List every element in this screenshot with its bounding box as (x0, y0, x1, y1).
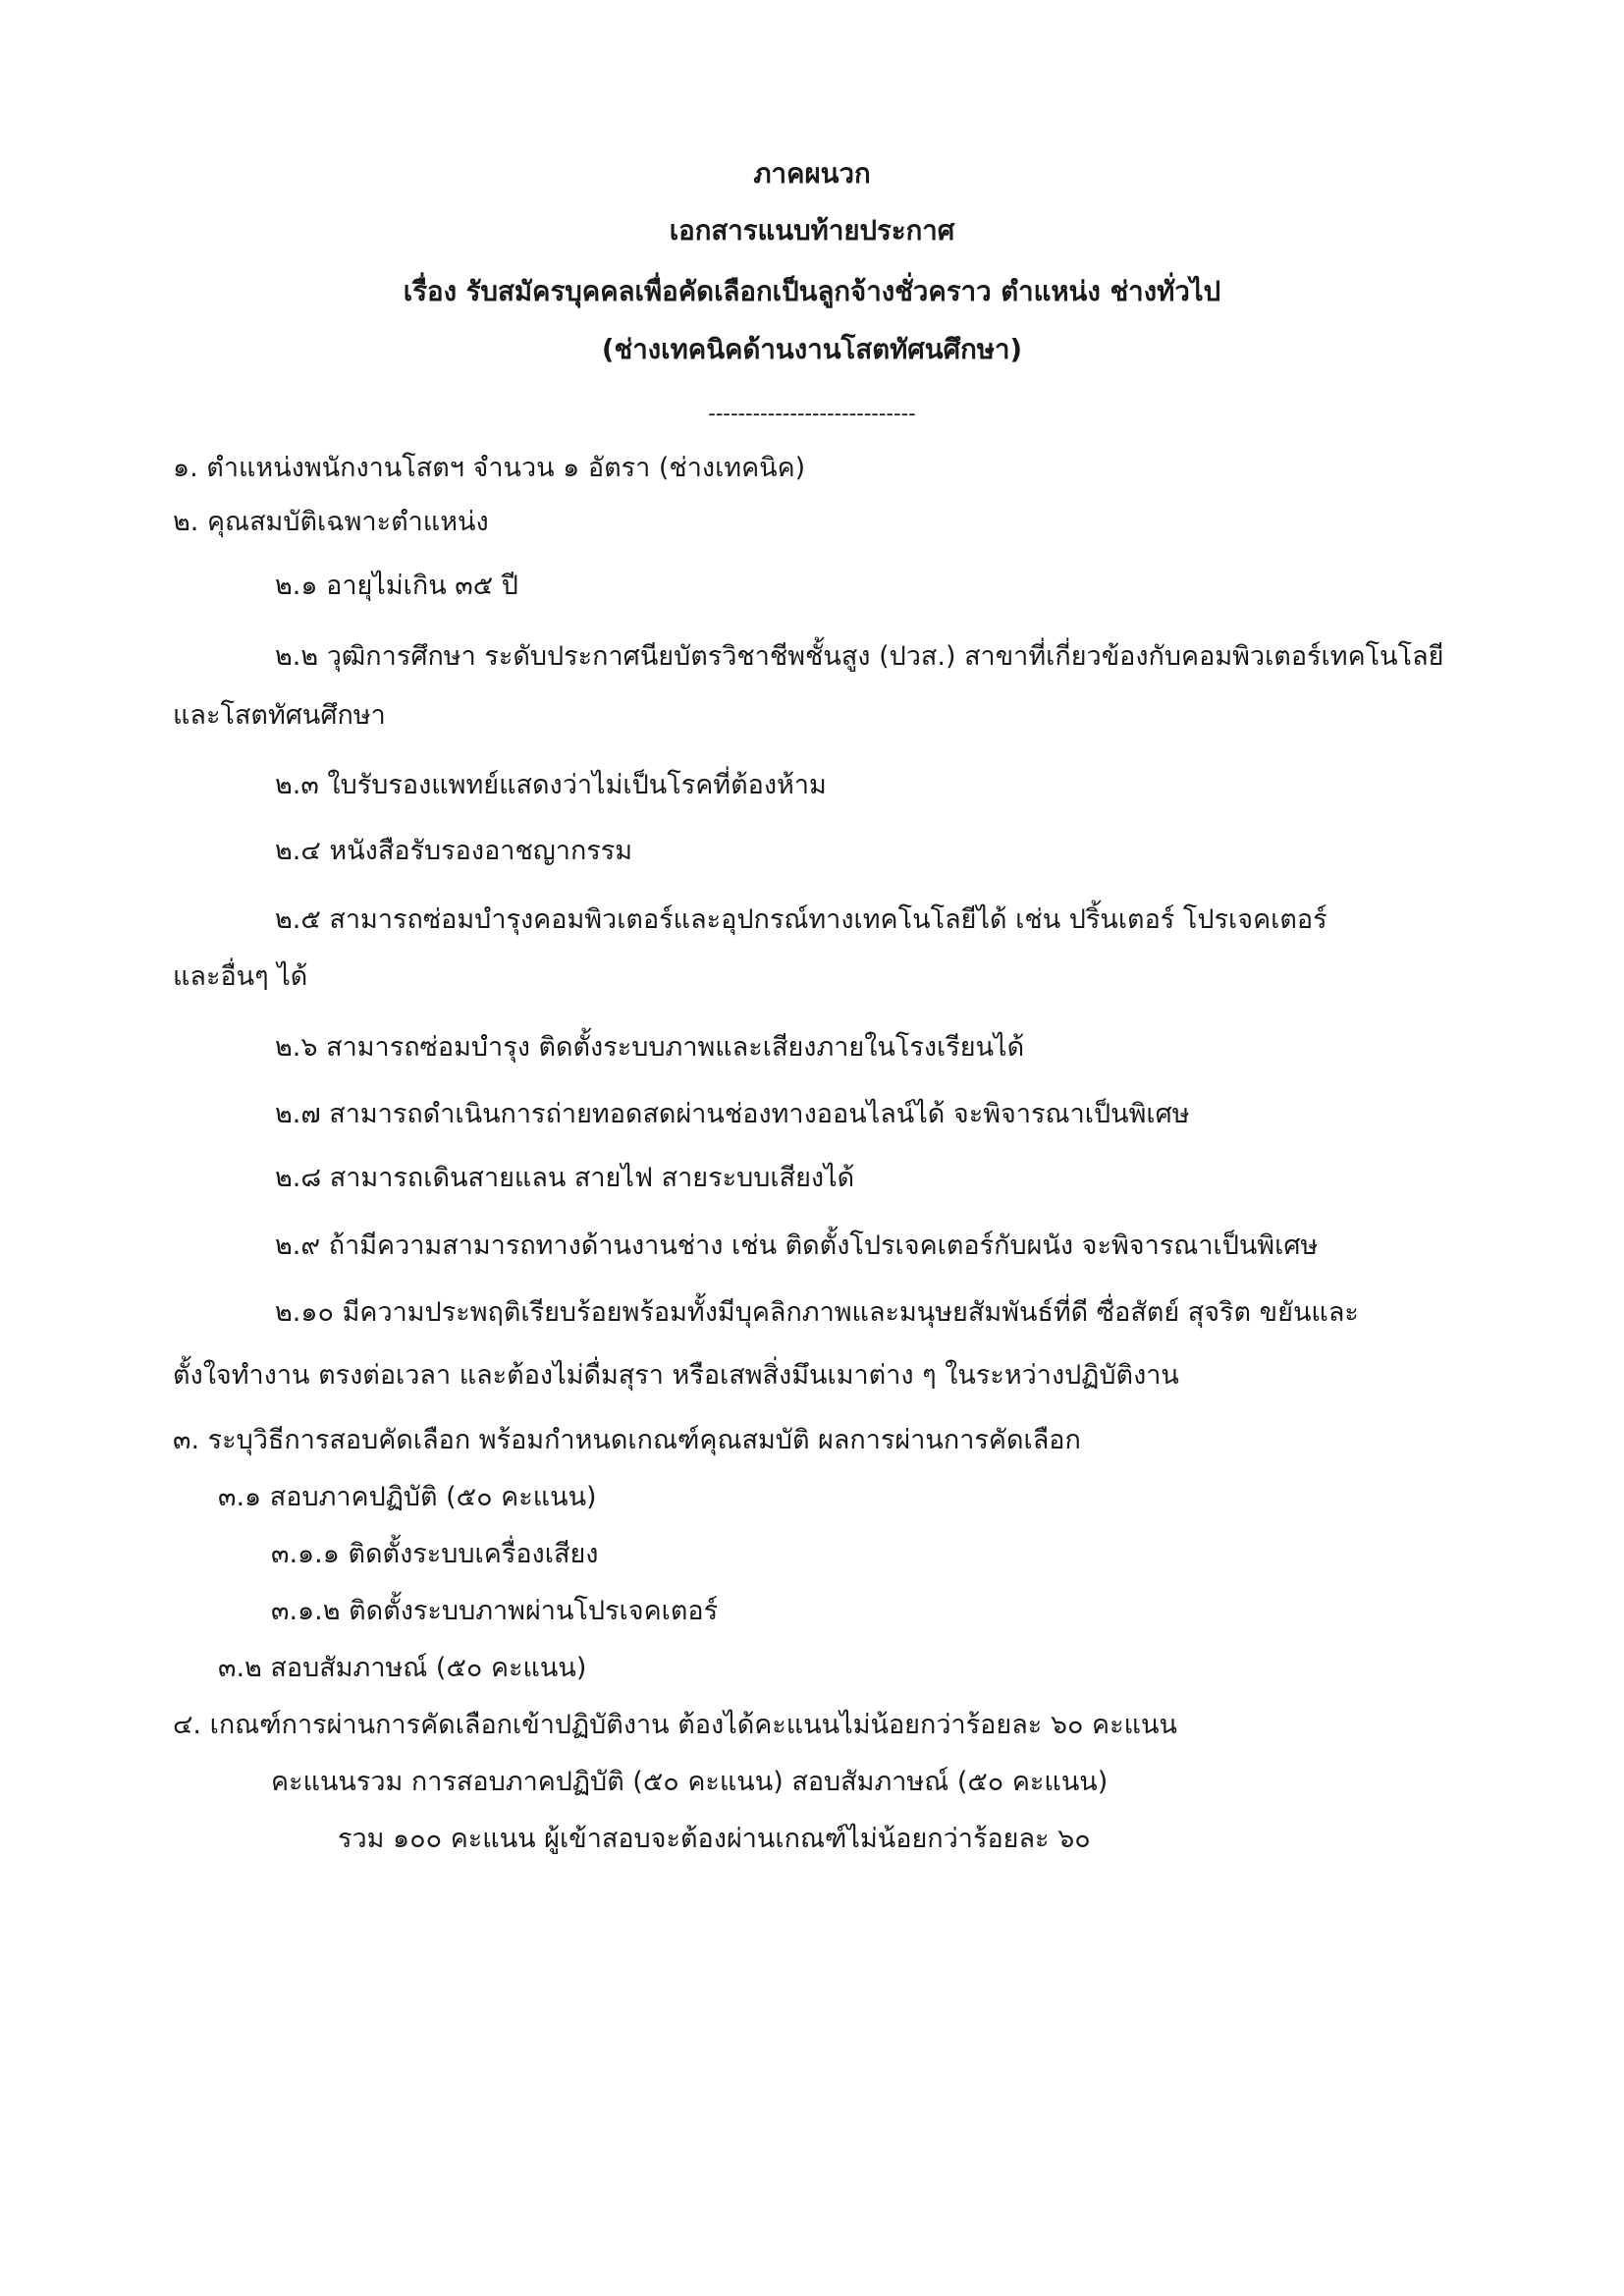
section-1: ๑. ตำแหน่งพนักงานโสตฯ จำนวน ๑ อัตรา (ช่างเทคนิค) (173, 453, 806, 483)
item-2-4: ๒.๔ หนังสือรับรองอาชญากรรม (275, 836, 633, 866)
item-2-9: ๒.๙ ถ้ามีความสามารถทางด้านงานช่าง เช่น ติดตั้งโปรเจคเตอร์กับผนัง จะพิจารณาเป็นพิเศษ (275, 1230, 1319, 1261)
item-3-1: ๓.๑ สอบภาคปฏิบัติ (๕๐ คะแนน) (218, 1482, 597, 1512)
section-4-total-line: คะแนนรวม การสอบภาคปฏิบัติ (๕๐ คะแนน) สอบสัมภาษณ์ (๕๐ คะแนน) (271, 1767, 1109, 1797)
document-title: ภาคผนวก (753, 157, 871, 190)
subject-line: เรื่อง รับสมัครบุคคลเพื่อคัดเลือกเป็นลูกจ้างชั่วคราว ตำแหน่ง ช่างทั่วไป (403, 275, 1221, 307)
item-2-8: ๒.๘ สามารถเดินสายแลน สายไฟ สายระบบเสียงได้ (275, 1163, 855, 1193)
item-2-7: ๒.๗ สามารถดำเนินการถ่ายทอดสดผ่านช่องทางออนไลน์ได้ จะพิจารณาเป็นพิเศษ (275, 1099, 1190, 1129)
section-4-heading: ๔. เกณฑ์การผ่านการคัดเลือกเข้าปฏิบัติงาน ต้องได้คะแนนไม่น้อยกว่าร้อยละ ๖๐ คะแนน (173, 1710, 1177, 1740)
item-2-6: ๒.๖ สามารถซ่อมบำรุง ติดตั้งระบบภาพและเสียงภายในโรงเรียนได้ (275, 1032, 1025, 1063)
item-2-2-line-2: และโสตทัศนศึกษา (173, 700, 386, 731)
header-divider: ---------------------------- (708, 402, 916, 425)
item-2-5-line-1: ๒.๕ สามารถซ่อมบำรุงคอมพิวเตอร์และอุปกรณ์ทางเทคโนโลยีได้ เช่น ปริ้นเตอร์ โปรเจคเตอร์ (275, 904, 1327, 935)
section-3-heading: ๓. ระบุวิธีการสอบคัดเลือก พร้อมกำหนดเกณฑ์คุณสมบัติ ผลการผ่านการคัดเลือก (173, 1425, 1081, 1455)
item-2-10-line-1: ๒.๑๐ มีความประพฤติเรียบร้อยพร้อมทั้งมีบุคลิกภาพและมนุษยสัมพันธ์ที่ดี ซื่อสัตย์ สุจริต ขยันและ (275, 1297, 1359, 1328)
item-3-1-2: ๓.๑.๒ ติดตั้งระบบภาพผ่านโปรเจคเตอร์ (271, 1596, 719, 1626)
item-2-5-line-2: และอื่นๆ ได้ (173, 961, 308, 992)
item-3-1-1: ๓.๑.๑ ติดตั้งระบบเครื่องเสียง (271, 1539, 599, 1569)
subject-detail: (ช่างเทคนิคด้านงานโสตทัศนศึกษา) (601, 333, 1023, 365)
item-2-2-line-1: ๒.๒ วุฒิการศึกษา ระดับประกาศนียบัตรวิชาชีพชั้นสูง (ปวส.) สาขาที่เกี่ยวข้องกับคอมพิวเตอร์เทคโนโลยี (275, 641, 1444, 672)
item-2-1: ๒.๑ อายุไม่เกิน ๓๕ ปี (275, 571, 518, 601)
item-2-10-line-2: ตั้งใจทำงาน ตรงต่อเวลา และต้องไม่ดื่มสุรา หรือเสพสิ่งมึนเมาต่าง ๆ ในระหว่างปฏิบัติงาน (173, 1360, 1179, 1391)
item-3-2: ๓.๒ สอบสัมภาษณ์ (๕๐ คะแนน) (218, 1653, 587, 1683)
section-4-sum-line: รวม ๑๐๐ คะแนน ผู้เข้าสอบจะต้องผ่านเกณฑ์ไม่น้อยกว่าร้อยละ ๖๐ (338, 1824, 1091, 1854)
item-2-3: ๒.๓ ใบรับรองแพทย์แสดงว่าไม่เป็นโรคที่ต้องห้าม (275, 770, 827, 800)
document-subtitle: เอกสารแนบท้ายประกาศ (669, 214, 955, 246)
section-2-heading: ๒. คุณสมบัติเฉพาะตำแหน่ง (173, 507, 489, 537)
